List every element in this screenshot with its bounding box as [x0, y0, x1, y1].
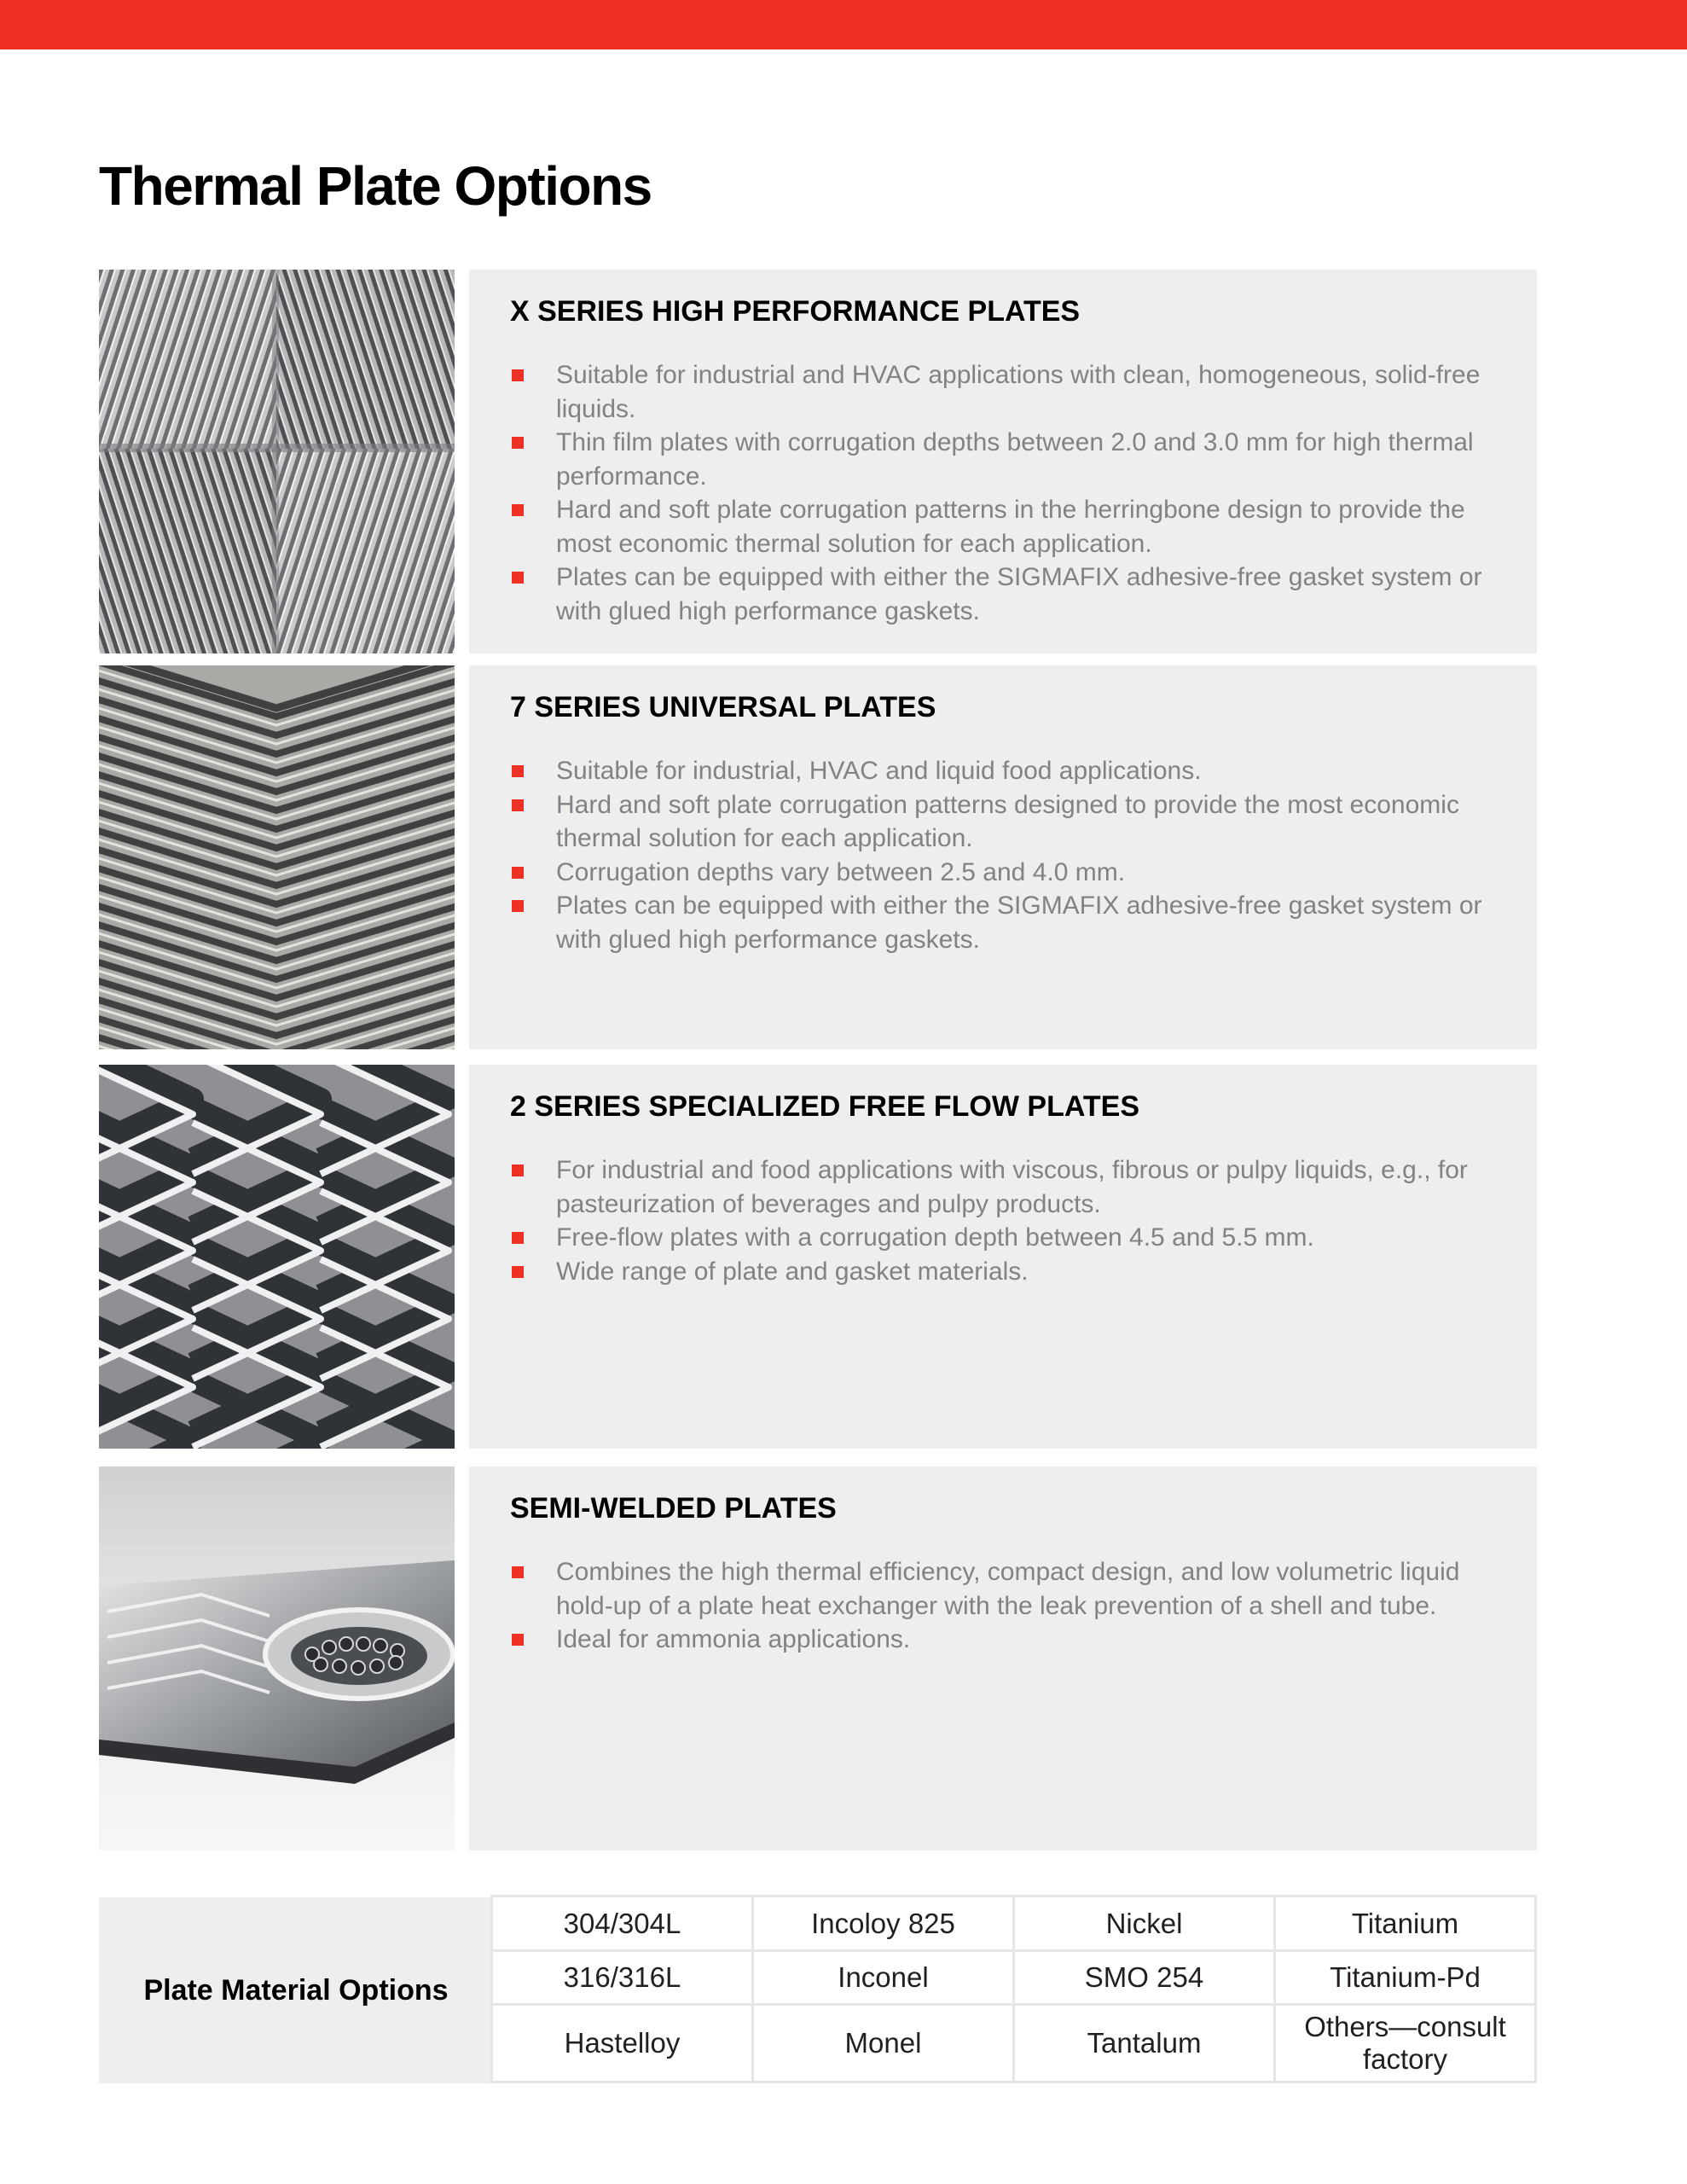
bullet-square-icon: [512, 1266, 524, 1278]
section-semi-welded: [99, 1467, 1537, 1850]
bullet-square-icon: [512, 799, 524, 811]
page-title: Thermal Plate Options: [99, 155, 652, 217]
table-cell: SMO 254: [1012, 1949, 1276, 2006]
bullet-square-icon: [512, 900, 524, 912]
section-title: SEMI-WELDED PLATES: [510, 1492, 837, 1525]
top-accent-bar: [0, 0, 1687, 49]
list-item: Hard and soft plate corrugation patterns in the herringbone design to provide the most economic thermal solution for each application.: [510, 493, 1516, 561]
bullet-list: [510, 1153, 1516, 1288]
table-cell: Titanium: [1273, 1895, 1537, 1952]
semi-welded-panel: [469, 1467, 1537, 1850]
table-cell: Others—consult factory: [1273, 2003, 1537, 2083]
table-cell: Tantalum: [1012, 2003, 1276, 2083]
list-item: Hard and soft plate corrugation patterns designed to provide the most economic thermal solution for each application.: [510, 788, 1516, 856]
section-7-series: [99, 665, 1537, 1049]
bullet-square-icon: [512, 765, 524, 777]
materials-label: Plate Material Options: [143, 1973, 449, 2007]
bullet-square-icon: [512, 572, 524, 584]
list-item: Free-flow plates with a corrugation depth between 4.5 and 5.5 mm.: [510, 1221, 1516, 1255]
list-item: Corrugation depths vary between 2.5 and 4.0 mm.: [510, 856, 1516, 890]
materials-grid: [493, 1897, 1537, 2083]
7-series-panel: [469, 665, 1537, 1049]
list-item: Plates can be equipped with either the SIGMAFIX adhesive-free gasket system or with glued high performance gaskets.: [510, 889, 1516, 956]
2-series-plate-photo: [99, 1065, 455, 1449]
list-item: Plates can be equipped with either the SIGMAFIX adhesive-free gasket system or with glued high performance gaskets.: [510, 561, 1516, 628]
table-cell: Nickel: [1012, 1895, 1276, 1952]
bullet-list: [510, 358, 1516, 628]
table-cell: 304/304L: [490, 1895, 754, 1952]
list-item: Suitable for industrial and HVAC applications with clean, homogeneous, solid-free liquids.: [510, 358, 1516, 426]
list-item: Wide range of plate and gasket materials.: [510, 1255, 1516, 1289]
bullet-square-icon: [512, 1634, 524, 1646]
bullet-list: [510, 1555, 1516, 1657]
table-cell: Titanium-Pd: [1273, 1949, 1537, 2006]
bullet-square-icon: [512, 504, 524, 516]
list-item: Suitable for industrial, HVAC and liquid food applications.: [510, 754, 1516, 788]
7-series-plate-photo: [99, 665, 455, 1049]
section-x-series: [99, 270, 1537, 653]
bullet-square-icon: [512, 867, 524, 879]
section-title: 2 SERIES SPECIALIZED FREE FLOW PLATES: [510, 1090, 1140, 1123]
2-series-panel: [469, 1065, 1537, 1449]
x-series-panel: [469, 270, 1537, 653]
list-item: Combines the high thermal efficiency, compact design, and low volumetric liquid hold-up of a plate heat exchanger with the leak prevention of a shell and tube.: [510, 1555, 1516, 1623]
bullet-list: [510, 754, 1516, 956]
section-title: 7 SERIES UNIVERSAL PLATES: [510, 691, 936, 723]
table-cell: Monel: [751, 2003, 1015, 2083]
bullet-square-icon: [512, 1566, 524, 1578]
table-cell: Hastelloy: [490, 2003, 754, 2083]
bullet-square-icon: [512, 1165, 524, 1176]
section-2-series: [99, 1065, 1537, 1449]
list-item: Thin film plates with corrugation depths between 2.0 and 3.0 mm for high thermal performance.: [510, 426, 1516, 493]
section-title: X SERIES HIGH PERFORMANCE PLATES: [510, 295, 1081, 328]
plate-material-table: [99, 1897, 1537, 2083]
table-cell: 316/316L: [490, 1949, 754, 2006]
x-series-plate-photo: [99, 270, 455, 653]
bullet-square-icon: [512, 369, 524, 381]
table-cell: Incoloy 825: [751, 1895, 1015, 1952]
table-cell: Inconel: [751, 1949, 1015, 2006]
bullet-square-icon: [512, 437, 524, 449]
bullet-square-icon: [512, 1232, 524, 1244]
semi-welded-plate-photo: [99, 1467, 455, 1850]
list-item: Ideal for ammonia applications.: [510, 1623, 1516, 1657]
list-item: For industrial and food applications with viscous, fibrous or pulpy liquids, e.g., for pasteurization of beverages and pulpy products.: [510, 1153, 1516, 1221]
